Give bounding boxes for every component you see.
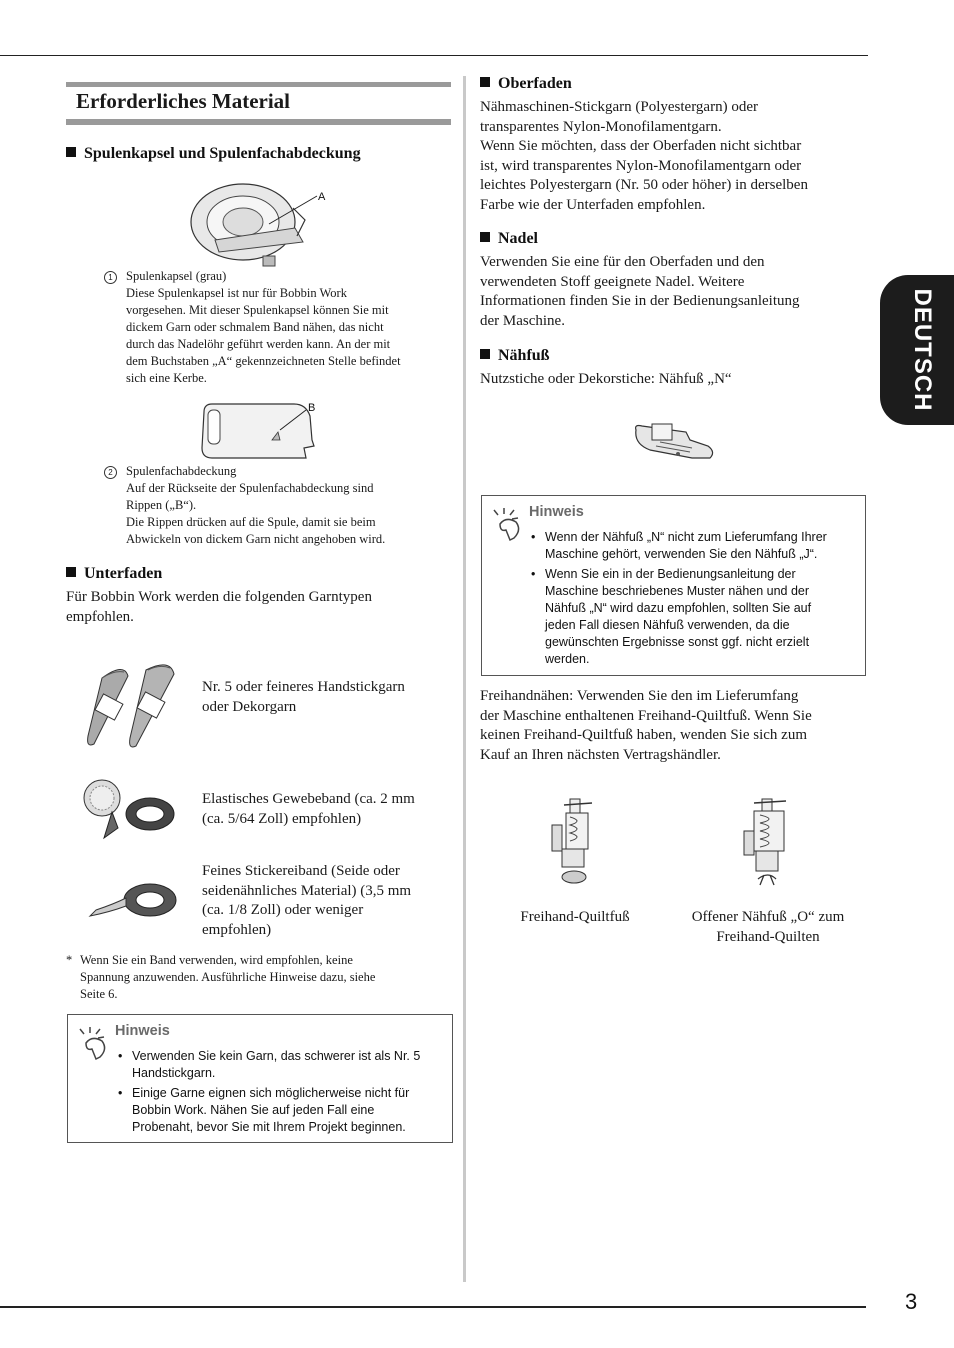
section-title-block bbox=[66, 82, 451, 126]
freihand-text: Freihandnähen: Verwenden Sie den im Lieferumfang der Maschine enthaltenen Freihand-Quiltfuß. Wenn Sie keinen Freihand-Quiltfuß haben, wenden Sie sich zum Kauf an Ihren nächsten Vertragshändler. bbox=[480, 688, 812, 763]
label-a: A bbox=[318, 191, 326, 203]
item2-number: 2 bbox=[104, 466, 117, 479]
item1-line: Diese Spulenkapsel ist nur für Bobbin Work bbox=[126, 286, 347, 300]
hint-item: • Wenn der Nähfuß „N“ nicht zum Lieferumfang Ihrer Maschine gehört, verwenden Sie den Nähfuß „J“. bbox=[531, 530, 827, 561]
top-rule bbox=[0, 55, 868, 56]
nadel-text: Verwenden Sie eine für den Oberfaden und den verwendeten Stoff geeignete Nadel. Weitere Informationen finden Sie in der Bedienungsanleitung der Maschine. bbox=[480, 254, 800, 329]
section-title: Erforderliches Material bbox=[76, 89, 290, 113]
oberfaden-text: Nähmaschinen-Stickgarn (Polyestergarn) oder transparentes Nylon-Monofilamentgarn. Wenn Sie möchten, dass der Oberfaden nicht sichtbar ist, wird transparentes Nylon-Monofilamentgarn oder leichtes Polyestergarn (Nr. 50 oder höher) in derselben Farbe wie der Unterfaden empfohlen. bbox=[480, 99, 808, 213]
page-number: 3 bbox=[905, 1289, 918, 1314]
item1-line: dem Buchstaben „A“ gekennzeichneten Stelle befindet bbox=[126, 354, 401, 368]
elastic-ribbon-illustration bbox=[82, 774, 182, 844]
square-bullet-icon bbox=[66, 567, 76, 577]
heading-naehfuss: Nähfuß bbox=[480, 347, 550, 365]
title-bar-bottom bbox=[66, 119, 451, 125]
quilting-foot-illustration bbox=[548, 795, 602, 887]
item2-line: Auf der Rückseite der Spulenfachabdeckung sind bbox=[126, 481, 374, 495]
item2-block bbox=[104, 463, 454, 546]
square-bullet-icon bbox=[480, 77, 490, 87]
item2-line: Die Rippen drücken auf die Spule, damit sie beim bbox=[126, 515, 376, 529]
material2-text: Elastisches Gewebeband (ca. 2 mm (ca. 5/64 Zoll) empfohlen) bbox=[202, 791, 415, 827]
heading-oberfaden: Oberfaden bbox=[480, 75, 572, 93]
unterfaden-text: Für Bobbin Work werden die folgenden Garntypen empfohlen. bbox=[66, 589, 372, 625]
item1-line: vorgesehen. Mit dieser Spulenkapsel können Sie mit bbox=[126, 303, 389, 317]
naehfuss-text: Nutzstiche oder Dekorstiche: Nähfuß „N“ bbox=[480, 371, 732, 387]
item2-title: Spulenfachabdeckung bbox=[126, 464, 237, 478]
item1-title: Spulenkapsel (grau) bbox=[126, 269, 227, 283]
hint-item: • Einige Garne eignen sich möglicherweise nicht für Bobbin Work. Nähen Sie auf jeden Fall eine Probenaht, bevor Sie mit Ihrem Projekt beginnen. bbox=[118, 1086, 410, 1134]
item1-line: dickem Garn oder schmalem Band nähen, das nicht bbox=[126, 320, 384, 334]
heading-bobbin-case: Spulenkapsel und Spulenfachabdeckung bbox=[66, 145, 361, 163]
hint-title: Hinweis bbox=[529, 504, 584, 520]
item1-line: sich eine Kerbe. bbox=[126, 371, 207, 385]
hint-box-right bbox=[481, 495, 866, 676]
language-tab-label: DEUTSCH bbox=[909, 288, 936, 412]
silk-ribbon-illustration bbox=[86, 876, 186, 928]
material1-text: Nr. 5 oder feineres Handstickgarn oder Dekorgarn bbox=[202, 679, 405, 715]
label-b: B bbox=[308, 402, 316, 414]
caption-open-toe-foot: Offener Nähfuß „O“ zum Freihand-Quilten bbox=[691, 909, 845, 945]
item2-line: Rippen („B“). bbox=[126, 498, 197, 512]
hint-item: • Verwenden Sie kein Garn, das schwerer ist als Nr. 5 Handstickgarn. bbox=[118, 1049, 421, 1080]
material3-text: Feines Stickereiband (Seide oder seidenähnliches Material) (3,5 mm (ca. 1/8 Zoll) oder weniger empfohlen) bbox=[202, 863, 412, 938]
presser-foot-n-illustration bbox=[630, 420, 716, 466]
title-bar-top bbox=[66, 82, 451, 87]
hint-item: • Wenn Sie ein in der Bedienungsanleitung der Maschine beschriebenes Muster nähen und der Nähfuß „N“ wird dazu empfohlen, sollten Sie auf jeden Fall diesen Nähfuß verwenden, da die gewünschten Ergebnisse sonst ggf. nicht erzielt werden. bbox=[531, 567, 812, 666]
bottom-rule bbox=[0, 1306, 866, 1308]
item1-line: durch das Nadelöhr geführt werden kann. An der mit bbox=[126, 337, 391, 351]
embroidery-floss-illustration bbox=[84, 656, 180, 752]
open-toe-foot-illustration bbox=[738, 795, 794, 895]
square-bullet-icon bbox=[66, 147, 76, 157]
lightbulb-note-icon bbox=[76, 1025, 112, 1061]
lightbulb-note-icon bbox=[490, 506, 526, 542]
footnote-marker: * bbox=[66, 953, 73, 967]
square-bullet-icon bbox=[480, 232, 490, 242]
heading-nadel: Nadel bbox=[480, 230, 538, 248]
item1-number: 1 bbox=[104, 271, 117, 284]
item2-line: Abwickeln von dickem Garn nicht angehoben wird. bbox=[126, 532, 386, 546]
square-bullet-icon bbox=[480, 349, 490, 359]
hint-title: Hinweis bbox=[115, 1023, 170, 1039]
hint-box-left bbox=[67, 1014, 453, 1143]
column-divider bbox=[463, 76, 466, 1282]
bobbin-case-illustration bbox=[185, 180, 325, 270]
caption-quilting-foot: Freihand-Quiltfuß bbox=[520, 909, 630, 925]
heading-unterfaden: Unterfaden bbox=[66, 565, 162, 583]
bobbin-cover-illustration bbox=[198, 400, 328, 464]
item1-block bbox=[104, 268, 454, 385]
